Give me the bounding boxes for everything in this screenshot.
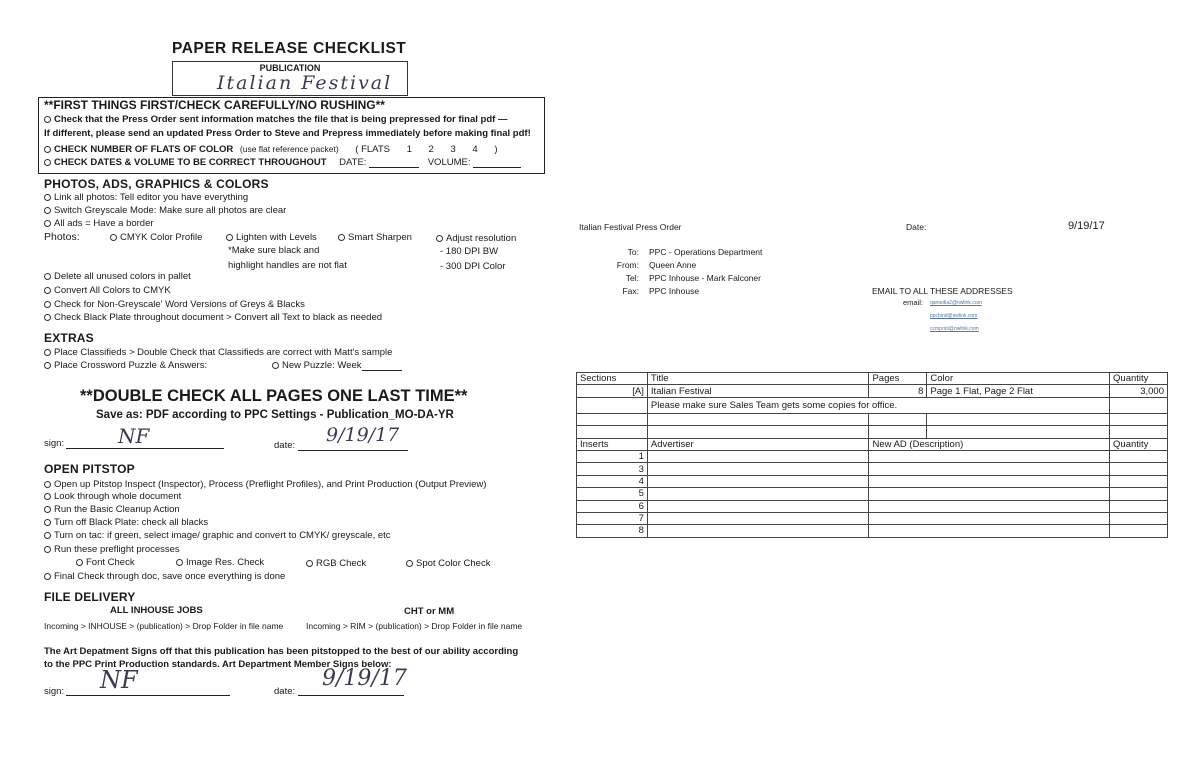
email-link-1[interactable]: qamedia2@nwlink.com	[930, 300, 982, 306]
final-sign-field[interactable]	[66, 672, 230, 696]
insert-number: 5	[577, 488, 648, 500]
empty-cell	[577, 397, 648, 413]
header-inserts: Inserts	[577, 438, 648, 450]
cmyk-option	[110, 232, 202, 243]
empty-cell	[1110, 426, 1168, 438]
photos-item-text: Check for Non-Greyscale' Word Versions of Greys & Blacks	[54, 299, 305, 310]
empty-cell	[647, 463, 869, 475]
image-check-text: Image Res. Check	[186, 557, 265, 568]
empty-cell	[869, 475, 1110, 487]
checkbox-circle[interactable]	[44, 301, 51, 308]
empty-cell	[647, 512, 869, 524]
table-row	[577, 426, 1168, 438]
pitstop-item-text: Final Check through doc, save once everything is done	[54, 571, 286, 582]
from-value: Queen Anne	[649, 260, 697, 270]
font-check-text: Font Check	[86, 557, 135, 568]
checkbox-circle[interactable]	[44, 362, 51, 369]
empty-cell	[869, 463, 1110, 475]
sharpen-text: Smart Sharpen	[348, 232, 412, 243]
checkbox-circle[interactable]	[306, 560, 313, 567]
header-pages: Pages	[869, 373, 927, 385]
empty-cell	[869, 413, 927, 425]
photos-item	[44, 299, 305, 310]
pitstop-item	[44, 571, 285, 582]
empty-cell	[647, 413, 869, 425]
pitstop-item	[44, 479, 486, 490]
checkbox-circle[interactable]	[44, 159, 51, 166]
checkbox-circle[interactable]	[44, 493, 51, 500]
publication-handwritten: Italian Festival	[217, 72, 393, 94]
spot-check-text: Spot Color Check	[416, 558, 491, 569]
double-check-heading: **DOUBLE CHECK ALL PAGES ONE LAST TIME**	[80, 387, 468, 405]
flats-close-paren: )	[494, 144, 498, 155]
checkbox-circle[interactable]	[44, 146, 51, 153]
empty-cell	[869, 512, 1110, 524]
volume-field[interactable]	[473, 167, 521, 168]
photos-item-text: Check Black Plate throughout document > Convert all Text to black as needed	[54, 312, 383, 323]
empty-cell	[1110, 475, 1168, 487]
photos-item-text: Switch Greyscale Mode: Make sure all photos are clear	[54, 205, 287, 216]
table-row	[577, 397, 1168, 413]
pitstop-item	[44, 504, 180, 515]
checklist-title: PAPER RELEASE CHECKLIST	[172, 40, 407, 57]
checkbox-circle[interactable]	[44, 314, 51, 321]
spot-check-option	[406, 558, 490, 569]
insert-number: 8	[577, 525, 648, 537]
fax-value: PPC Inhouse	[649, 286, 700, 296]
empty-cell	[577, 426, 648, 438]
pitstop-item	[44, 491, 181, 502]
lighten-note-1: *Make sure black and	[228, 245, 320, 256]
table-row	[577, 385, 1168, 397]
insert-row	[577, 500, 1168, 512]
header-new-ad: New AD (Description)	[869, 438, 1110, 450]
email-link-3[interactable]: ccmprint@nwlink.com	[930, 326, 979, 332]
first-things-line3	[44, 144, 498, 155]
to-value: PPC - Operations Department	[649, 247, 763, 257]
empty-cell	[1110, 450, 1168, 462]
photos-label: Photos:	[44, 231, 80, 243]
empty-cell	[1110, 413, 1168, 425]
press-order-date: 9/19/17	[1068, 220, 1105, 232]
photos-item	[44, 192, 248, 203]
extras-item-text: Place Classifieds > Double Check that Classifieds are correct with Matt's sample	[54, 347, 393, 358]
checkbox-circle[interactable]	[44, 273, 51, 280]
empty-cell	[869, 450, 1110, 462]
cell-color: Page 1 Flat, Page 2 Flat	[927, 385, 1110, 397]
checkbox-circle[interactable]	[44, 573, 51, 580]
empty-cell	[927, 413, 1110, 425]
extras-item	[44, 347, 392, 358]
sign-handwritten: NF	[118, 424, 150, 448]
sign-label: sign:	[44, 438, 65, 449]
pitstop-item-text: Run the Basic Cleanup Action	[54, 504, 180, 515]
puzzle-week-field[interactable]	[362, 370, 402, 371]
empty-cell	[647, 426, 869, 438]
lighten-note-2: highlight handles are not flat	[228, 260, 347, 271]
extras-heading: EXTRAS	[44, 331, 94, 345]
tel-label: Tel:	[625, 273, 639, 283]
lighten-option	[226, 232, 317, 243]
cht-heading: CHT or MM	[404, 606, 455, 617]
flats-note: (use flat reference packet)	[239, 144, 339, 154]
inserts-header-row	[577, 438, 1168, 450]
inhouse-path: Incoming > INHOUSE > (publication) > Drop Folder in file name	[44, 621, 284, 631]
first-things-line4	[44, 157, 521, 168]
header-advertiser: Advertiser	[647, 438, 869, 450]
empty-cell	[1110, 463, 1168, 475]
checkbox-circle[interactable]	[44, 194, 51, 201]
adjust-option	[436, 233, 516, 244]
volume-label: VOLUME:	[427, 157, 471, 168]
photos-item	[44, 271, 191, 282]
flats-check-label: CHECK NUMBER OF FLATS OF COLOR	[54, 144, 234, 155]
header-insert-quantity: Quantity	[1110, 438, 1168, 450]
checkbox-circle[interactable]	[44, 349, 51, 356]
flats-option-1[interactable]: 1	[406, 144, 412, 155]
final-date-label: date:	[274, 686, 296, 697]
image-check-option	[176, 557, 264, 568]
photos-item	[44, 205, 286, 216]
table-row	[577, 413, 1168, 425]
pitstop-item	[44, 544, 180, 555]
empty-cell	[927, 426, 1110, 438]
header-color: Color	[927, 373, 1110, 385]
empty-cell	[1110, 512, 1168, 524]
pitstop-item-text: Run these preflight processes	[54, 544, 180, 555]
inhouse-heading: ALL INHOUSE JOBS	[110, 605, 203, 616]
file-delivery-heading: FILE DELIVERY	[44, 590, 136, 604]
empty-cell	[647, 500, 869, 512]
empty-cell	[647, 475, 869, 487]
header-sections: Sections	[577, 373, 648, 385]
pitstop-item-text: Open up Pitstop Inspect (Inspector), Process (Preflight Profiles), and Print Production (Output Preview)	[54, 479, 487, 490]
resolution-color: - 300 DPI Color	[440, 261, 506, 272]
header-quantity: Quantity	[1110, 373, 1168, 385]
empty-cell	[869, 426, 927, 438]
checkbox-circle[interactable]	[176, 559, 183, 566]
checkbox-circle[interactable]	[44, 506, 51, 513]
from-label: From:	[616, 260, 639, 270]
empty-cell	[1110, 397, 1168, 413]
press-order-title: Italian Festival Press Order	[579, 222, 682, 232]
cell-quantity: 3,000	[1110, 385, 1168, 397]
empty-cell	[647, 488, 869, 500]
first-things-heading: **FIRST THINGS FIRST/CHECK CAREFULLY/NO RUSHING**	[44, 98, 385, 112]
empty-cell	[1110, 525, 1168, 537]
font-check-option	[76, 557, 135, 568]
publication-box	[172, 61, 408, 96]
first-things-line1	[44, 114, 507, 125]
checkbox-circle[interactable]	[44, 116, 51, 123]
email-label: email:	[903, 298, 924, 307]
insert-row	[577, 450, 1168, 462]
tel-value: PPC Inhouse - Mark Falconer	[649, 273, 761, 283]
insert-row	[577, 463, 1168, 475]
pitstop-item	[44, 517, 208, 528]
signoff-line-1: The Art Depatment Signs off that this publication has been pitstopped to the best of our ability according	[44, 646, 519, 657]
checkbox-circle[interactable]	[406, 560, 413, 567]
insert-row	[577, 512, 1168, 524]
header-title: Title	[647, 373, 869, 385]
photos-heading: PHOTOS, ADS, GRAPHICS & COLORS	[44, 177, 269, 191]
pitstop-item	[44, 530, 391, 541]
to-label: To:	[627, 247, 639, 257]
first-things-line2: If different, please send an updated Press Order to Steve and Prepress immediately before making final pdf!	[44, 128, 531, 139]
insert-row	[577, 475, 1168, 487]
pitstop-item-text: Look through whole document	[54, 491, 182, 502]
empty-cell	[647, 450, 869, 462]
resolution-bw: - 180 DPI BW	[440, 246, 499, 257]
rgb-check-text: RGB Check	[316, 558, 367, 569]
photos-item	[44, 285, 171, 296]
empty-cell	[869, 525, 1110, 537]
empty-cell	[869, 500, 1110, 512]
final-sign-label: sign:	[44, 686, 65, 697]
new-puzzle-text: New Puzzle: Week	[282, 360, 362, 371]
extras-item-text: Place Crossword Puzzle & Answers:	[54, 360, 208, 371]
checkbox-circle[interactable]	[226, 234, 233, 241]
empty-cell	[1110, 488, 1168, 500]
save-as-instruction: Save as: PDF according to PPC Settings - Publication_MO-DA-YR	[96, 409, 454, 421]
cell-pages: 8	[869, 385, 927, 397]
insert-number: 7	[577, 512, 648, 524]
publication-label: PUBLICATION	[259, 63, 321, 73]
insert-number: 1	[577, 450, 648, 462]
email-link-2[interactable]: ppcbind@nwlink.com	[930, 313, 978, 319]
insert-number: 6	[577, 500, 648, 512]
order-table	[576, 372, 1168, 538]
pitstop-heading: OPEN PITSTOP	[44, 462, 135, 476]
photos-item-text: All ads = Have a border	[54, 218, 154, 229]
fax-label: Fax:	[622, 286, 639, 296]
insert-row	[577, 525, 1168, 537]
flats-option-4[interactable]: 4	[472, 144, 478, 155]
insert-number: 4	[577, 475, 648, 487]
flats-option-3[interactable]: 3	[450, 144, 456, 155]
checkbox-circle[interactable]	[110, 234, 117, 241]
press-order-date-label: Date:	[906, 222, 927, 232]
insert-number: 3	[577, 463, 648, 475]
date-handwritten: 9/19/17	[326, 424, 400, 446]
date-label: DATE:	[339, 157, 367, 168]
checkbox-circle[interactable]	[338, 234, 345, 241]
adjust-text: Adjust resolution	[446, 233, 517, 244]
photos-item-text: Delete all unused colors in pallet	[54, 271, 191, 282]
empty-cell	[1110, 500, 1168, 512]
final-date-handwritten: 9/19/17	[322, 666, 407, 691]
table-header-row	[577, 373, 1168, 385]
signoff-line-2: to the PPC Print Production standards. Art Department Member Signs below:	[44, 659, 392, 670]
photos-item	[44, 218, 154, 229]
photos-item	[44, 312, 382, 323]
lighten-text: Lighten with Levels	[236, 232, 317, 243]
empty-cell	[577, 413, 648, 425]
photos-item-text: Convert All Colors to CMYK	[54, 285, 171, 296]
cmyk-text: CMYK Color Profile	[120, 232, 203, 243]
dates-check-label: CHECK DATES & VOLUME TO BE CORRECT THROUGHOUT	[54, 157, 327, 168]
pitstop-item-text: Turn off Black Plate: check all blacks	[54, 517, 209, 528]
sharpen-option	[338, 232, 412, 243]
pitstop-item-text: Turn on tac: if green, select image/ graphic and convert to CMYK/ greyscale, etc	[54, 530, 391, 541]
date-field[interactable]	[369, 167, 419, 168]
flats-option-2[interactable]: 2	[428, 144, 434, 155]
checkbox-circle[interactable]	[44, 532, 51, 539]
checkbox-circle[interactable]	[44, 220, 51, 227]
new-puzzle-item	[272, 360, 402, 371]
checkbox-circle[interactable]	[44, 546, 51, 553]
email-heading: EMAIL TO ALL THESE ADDRESSES	[872, 286, 1013, 296]
insert-row	[577, 488, 1168, 500]
cell-section: [A]	[577, 385, 648, 397]
first-things-line1-text: Check that the Press Order sent information matches the file that is being prepressed for final pdf —	[54, 114, 508, 125]
date-label: date:	[274, 440, 296, 451]
note-cell: Please make sure Sales Team gets some copies for office.	[647, 397, 1109, 413]
checkbox-circle[interactable]	[436, 235, 443, 242]
checkbox-circle[interactable]	[76, 559, 83, 566]
checkbox-circle[interactable]	[44, 519, 51, 526]
checkbox-circle[interactable]	[44, 481, 51, 488]
photos-item-text: Link all photos: Tell editor you have everything	[54, 192, 249, 203]
final-sign-handwritten: NF	[100, 666, 138, 694]
extras-item	[44, 360, 207, 371]
cht-path: Incoming > RIM > (publication) > Drop Folder in file name	[306, 621, 523, 631]
empty-cell	[869, 488, 1110, 500]
rgb-check-option	[306, 558, 366, 569]
cell-title: Italian Festival	[647, 385, 869, 397]
checkbox-circle[interactable]	[272, 362, 279, 369]
checkbox-circle[interactable]	[44, 287, 51, 294]
empty-cell	[647, 525, 869, 537]
flats-label: ( FLATS	[355, 144, 390, 155]
checkbox-circle[interactable]	[44, 207, 51, 214]
